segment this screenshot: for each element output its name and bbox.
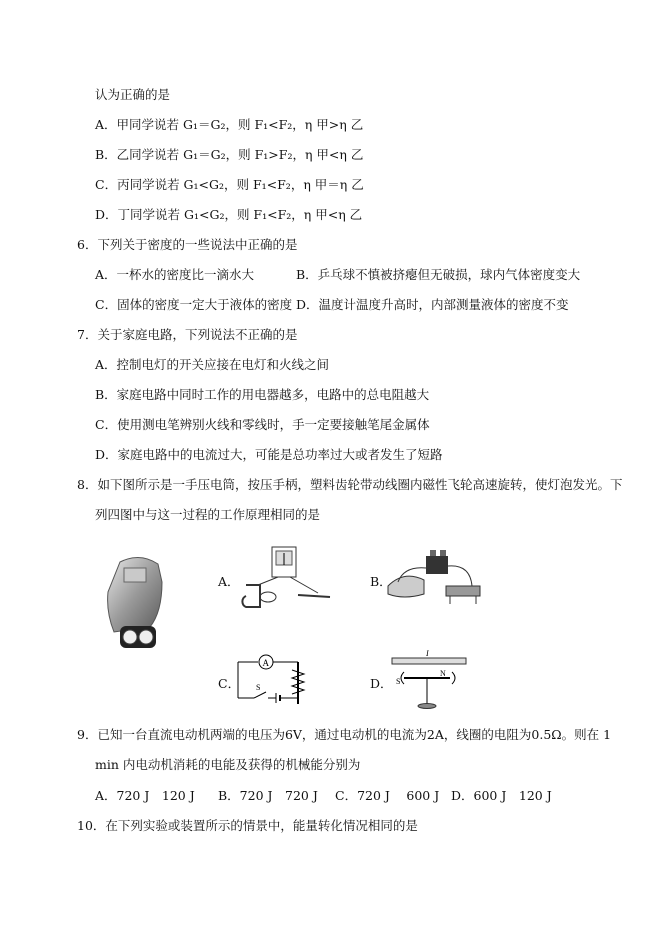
question-7-stem: 7．关于家庭电路，下列说法不正确的是: [77, 327, 298, 342]
q7-option-a: A．控制电灯的开关应接在电灯和火线之间: [95, 357, 330, 372]
q9-option-c: C．720 J 600 J: [335, 788, 440, 803]
question-5-intro: 认为正确的是: [95, 87, 171, 102]
diagram-a-label: A．: [218, 574, 240, 589]
diagram-c-label: C．: [218, 676, 241, 691]
diagram-b-motor-battery: [384, 548, 484, 608]
q6-option-b: B．乒乓球不慎被挤瘪但无破损，球内气体密度变大: [296, 267, 581, 282]
question-6-stem: 6．下列关于密度的一些说法中正确的是: [77, 237, 298, 252]
q6-option-d: D．温度计温度升高时，内部测量液体的密度不变: [296, 297, 569, 312]
q5-option-b: B．乙同学说若 G₁＝G₂，则 F₁>F₂，η 甲<η 乙: [95, 147, 364, 162]
diagram-b-label: B．: [370, 574, 392, 589]
diagram-a-coil-galvanometer: [238, 545, 338, 615]
hand-flashlight-image: [100, 552, 170, 652]
q6-option-a: A．一杯水的密度比一滴水大: [95, 267, 255, 282]
needle-n-label: N: [440, 669, 446, 678]
question-8-stem-line2: 列四图中与这一过程的工作原理相同的是: [95, 507, 321, 522]
q6-option-c: C．固体的密度一定大于液体的密度: [95, 297, 293, 312]
diagram-d-oersted-needle: [386, 648, 472, 710]
q7-option-c: C．使用测电笔辨别火线和零线时，手一定要接触笔尾金属体: [95, 417, 430, 432]
q7-option-d: D．家庭电路中的电流过大，可能是总功率过大或者发生了短路: [95, 447, 443, 462]
q5-option-c: C．丙同学说若 G₁<G₂，则 F₁<F₂，η 甲＝η 乙: [95, 177, 364, 192]
q5-option-a: A．甲同学说若 G₁＝G₂，则 F₁<F₂，η 甲>η 乙: [95, 117, 364, 132]
question-9-stem-line1: 9．已知一台直流电动机两端的电压为6V，通过电动机的电流为2A，线圈的电阻为0.5Ω。则在 1: [77, 727, 612, 742]
diagram-d-label: D．: [370, 676, 393, 691]
ammeter-label: A: [262, 658, 269, 668]
needle-s-label: S: [396, 677, 401, 686]
q9-option-a: A．720 J 120 J: [95, 788, 195, 803]
diagram-c-electromagnet-circuit: [234, 648, 344, 710]
q5-option-d: D．丁同学说若 G₁<G₂，则 F₁<F₂，η 甲<η 乙: [95, 207, 363, 222]
question-8-stem-line1: 8．如下图所示是一手压电筒，按压手柄，塑料齿轮带动线圈内磁性飞轮高速旋转，使灯泡发光。下: [77, 477, 623, 492]
current-label: I: [426, 649, 429, 658]
q9-option-b: B．720 J 720 J: [218, 788, 318, 803]
switch-label: S: [256, 683, 261, 692]
question-10-stem: 10．在下列实验或装置所示的情景中，能量转化情况相同的是: [77, 818, 418, 833]
question-9-stem-line2: min 内电动机消耗的电能及获得的机械能分别为: [95, 757, 361, 772]
q9-option-d: D．600 J 120 J: [451, 788, 552, 803]
q7-option-b: B．家庭电路中同时工作的用电器越多，电路中的总电阻越大: [95, 387, 430, 402]
